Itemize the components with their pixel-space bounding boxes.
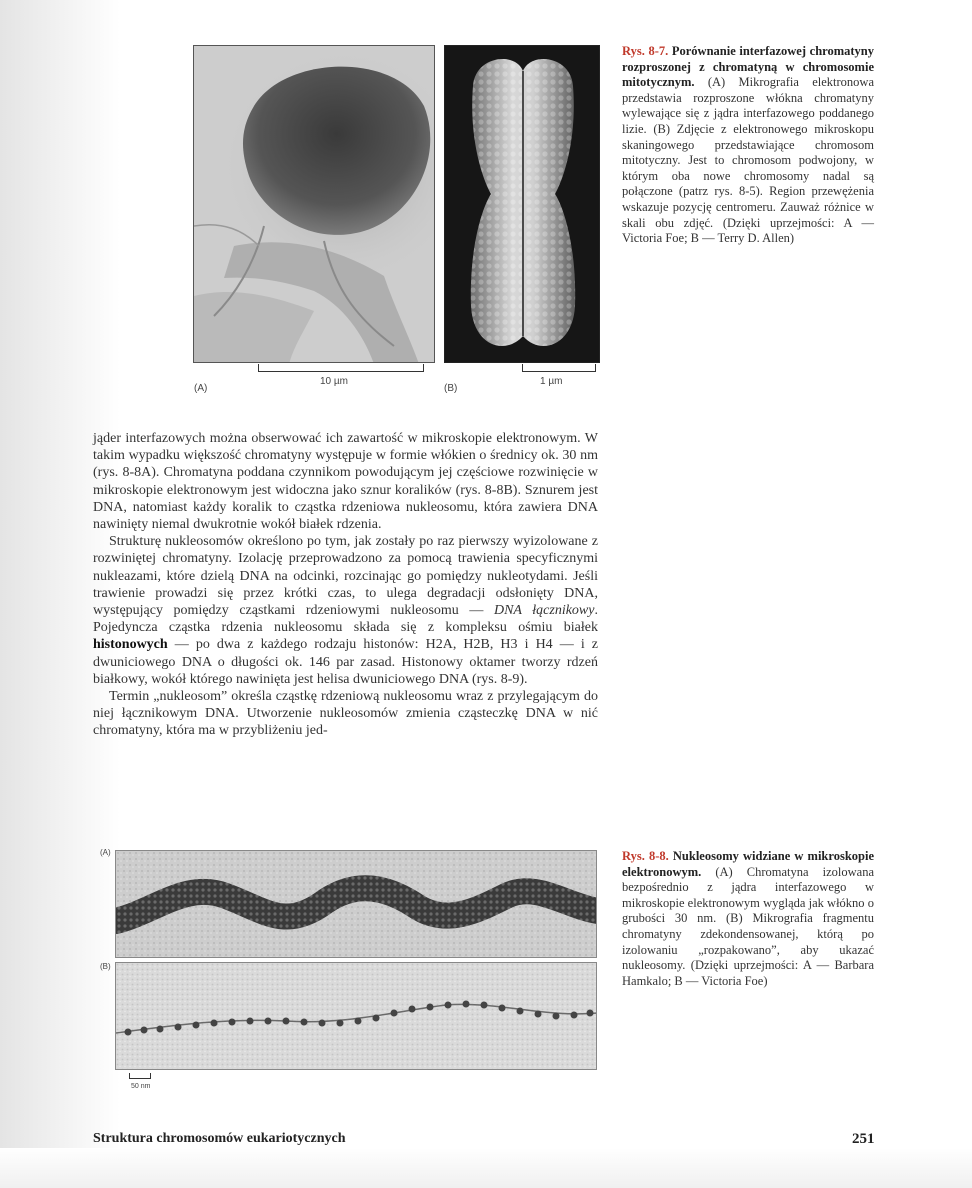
- caption-title: Porównanie interfazowej chromatyny rozproszonej z chromatyną w chromosomie mitotycznym.: [622, 44, 874, 90]
- figure-8-7a-micrograph: [193, 45, 435, 363]
- caption-text: (A) Mikrografia elektronowa przedstawia rozproszone włókna chromatyny wylewające się z jądra interfazowego poddanego lizie. (B) Zdjęcie z elektronowego mikroskopu skaningowego przedstawiające chromosom mitotyczny. Jest to chromosom podwojony, w którym oba nowe chromosomy nadal są połączone (patrz rys. 8-5). Region przewężenia wskazuje pozycję centromeru. Zauważ różnice w skali obu zdjęć. (Dzięki uprzejmości: A — Victoria Foe; B — Terry D. Allen): [622, 75, 875, 246]
- paragraph-3: Termin „nukleosom” określa cząstkę rdzeniową nukleosomu wraz z przylegającym do niej łącznikowym DNA. Utworzenie nukleosomów zmienia cząsteczkę DNA w nić chromatyny, która ma w przybliżeniu jed-: [93, 689, 598, 739]
- caption-text: (A) Chromatyna izolowana bezpośrednio z jądra interfazowego w mikroskopie elektronowym wygląda jak włókno o grubości 30 nm. (B) Mikrografia fragmentu chromatyny zdekondensowanej, którą po izolowaniu „rozpakowano”, aby ukazać nukleosomy. (Dzięki uprzejmości: A — Barbara Hamkalo; B — Victoria Foe): [622, 864, 875, 988]
- body-text: [93, 430, 598, 740]
- figure-8-8b-micrograph: [115, 962, 597, 1070]
- scale-bar-a: [258, 364, 424, 372]
- page-bottom-shadow: [0, 1148, 972, 1188]
- fig88-scale-label: 50 nm: [131, 1083, 151, 1090]
- panel-label-a: (A): [194, 383, 208, 394]
- fig88-panel-label-a: (A): [100, 848, 111, 857]
- scale-bar-b: [522, 364, 596, 372]
- panel-label-b: (B): [444, 383, 458, 394]
- running-footer-title: Struktura chromosomów eukariotycznych: [93, 1131, 346, 1146]
- scale-label-b: 1 µm: [540, 376, 563, 387]
- figure-8-7b-micrograph: [444, 45, 600, 363]
- paragraph-2: Strukturę nukleosomów określono po tym, jak zostały po raz pierwszy wyizolowane z rozwiniętej chromatyny. Izolację przeprowadzono za pomocą trawienia specyficznymi nukleazami, które dzielą DNA na odcinki, rozcinając go pomiędzy nukleotydami. Jeśli trawienie prowadzi się przez krótki czas, to ulega degradacji odsłonięty DNA, występujący pomiędzy cząstkami rdzeniowymi nukleosomu — DNA łącznikowy. Pojedyncza cząstka rdzenia nukleosomu składa się z kompleksu ośmiu białek histonowych — po dwa z każdego rodzaju histonów: H2A, H2B, H3 i H4 — i z dwuniciowego DNA o długości ok. 146 par zasad. Histonowy oktamer tworzy rdzeń białkowy, wokół którego nawinięta jest helisa dwuniciowego DNA (rys. 8-9).: [93, 534, 598, 687]
- fig88-panel-label-b: (B): [100, 962, 111, 971]
- scale-label-a: 10 µm: [320, 376, 348, 387]
- caption-title: Nukleosomy widziane w mikroskopie elektronowym.: [622, 849, 874, 879]
- page-number: 251: [852, 1131, 875, 1147]
- fig88-scale-bar: [129, 1073, 151, 1079]
- caption-number: Rys. 8-7.: [622, 44, 669, 58]
- caption-number: Rys. 8-8.: [622, 849, 669, 863]
- figure-8-8a-micrograph: [115, 850, 597, 958]
- paragraph-1: jąder interfazowych można obserwować ich zawartość w mikroskopie elektronowym. W takim wypadku większość chromatyny występuje w formie włókien o średnicy ok. 30 nm (rys. 8-8A). Chromatyna poddana czynnikom powodującym jej częściowe rozwinięcie w mikroskopie elektronowym jest widoczna jako sznur koralików (rys. 8-8B). Sznurem jest DNA, natomiast każdy koralik to cząstka rdzeniowa nukleosomu, która zawiera DNA nawinięty niemal dwukrotnie wokół białek rdzenia.: [93, 431, 598, 533]
- figure-8-7-caption: [622, 44, 874, 247]
- figure-8-8-caption: [622, 849, 874, 989]
